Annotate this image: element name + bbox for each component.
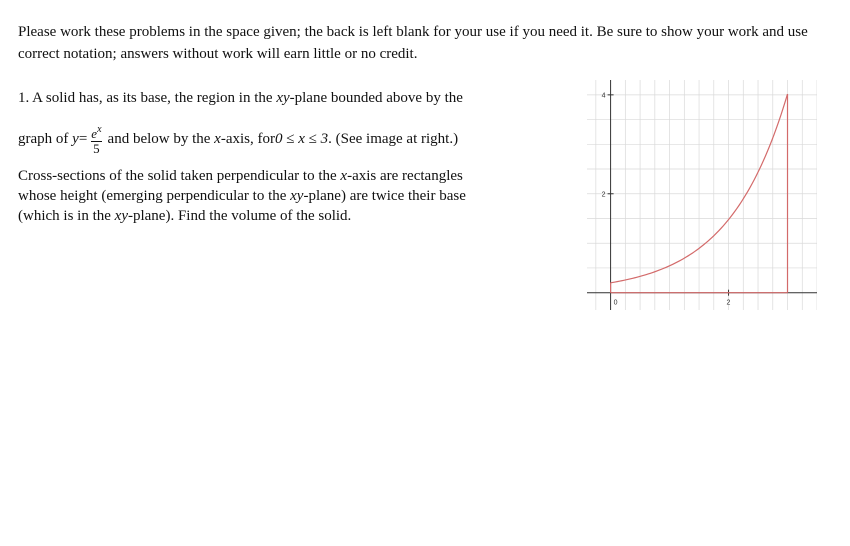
problem-line-1: 1. A solid has, as its base, the region in the xy-plane bounded above by the xyxy=(18,90,463,106)
y-tick-label: 4 xyxy=(601,92,606,100)
interval: 0 ≤ x ≤ 3 xyxy=(275,131,329,147)
problem-1 xyxy=(18,88,588,226)
graph xyxy=(587,80,817,310)
x-tick-label: 2 xyxy=(726,299,731,307)
problem-line-5: (which is in the xy-plane). Find the volume of the solid. xyxy=(18,208,352,224)
problem-line-2: graph of y = $\frac{e^x}{5}$ and below by the x -axis, for 0 ≤ x ≤ 3 . (See image at right.) xyxy=(18,123,459,156)
y-variable: y xyxy=(72,131,79,147)
fraction: $\frac{e^x}{5}$ xyxy=(91,123,102,156)
y-tick-label: 2 xyxy=(601,191,606,199)
problem-line-3: Cross-sections of the solid taken perpendicular to the x-axis are rectangles xyxy=(18,168,463,184)
instructions-text: Please work these problems in the space given; the back is left blank for your use if you need it. Be sure to show your work and use correct notation; answers without work will earn little or no credit. xyxy=(18,24,808,62)
problem-line-4: whose height (emerging perpendicular to the xy-plane) are twice their base xyxy=(18,188,466,204)
x-tick-label: 0 xyxy=(613,299,618,307)
